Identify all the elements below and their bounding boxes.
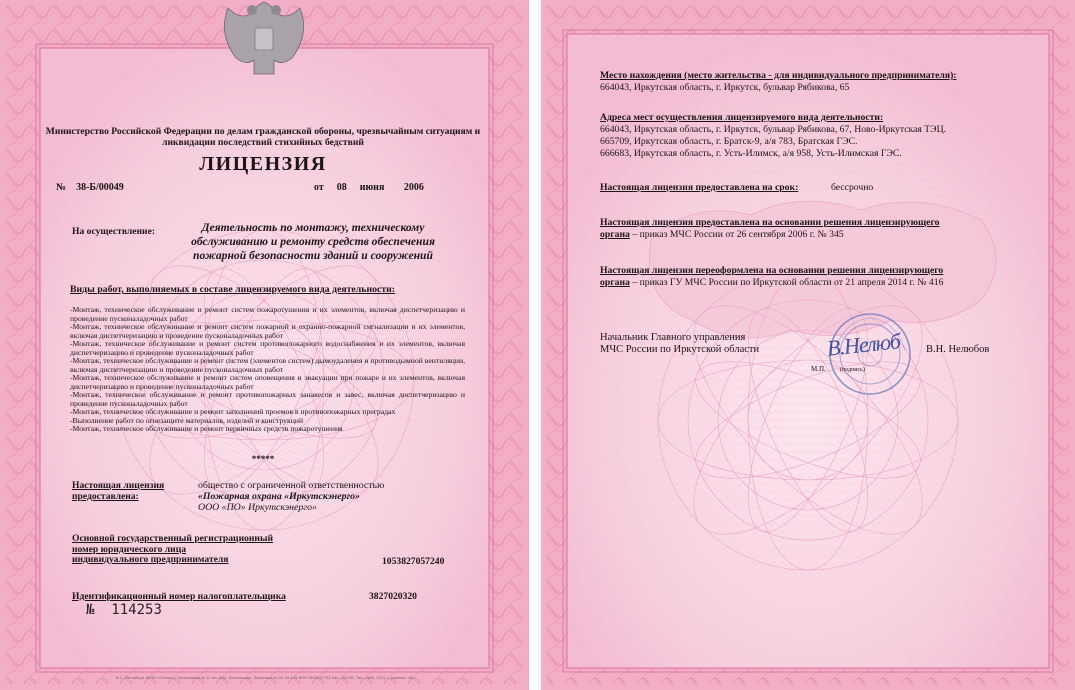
granted-label xyxy=(72,480,164,502)
basis-label: Настоящая лицензия предоставлена на основании решения лицензирующего xyxy=(600,217,940,228)
license-front-content xyxy=(45,56,481,662)
reissue-block xyxy=(600,265,1040,289)
page-title: ЛИЦЕНЗИЯ xyxy=(199,153,327,175)
addresses-heading: Адреса мест осуществления лицензируемого вида деятельности: xyxy=(600,112,884,123)
inn-value: 3827020320 xyxy=(369,591,417,602)
basis-value: – приказ МЧС России от 26 сентября 2006 г. № 345 xyxy=(629,229,844,240)
ministry-name: Министерство Российской Федерации по делам гражданской обороны, чрезвычайным ситуациям и ликвидации последствий стихийных бедствий xyxy=(45,126,481,148)
license-number-value: 38-Б/00049 xyxy=(76,182,124,193)
address-item: 664043, Иркутская область, г. Иркутск, бульвар Рябикова, 67, Ново-Иркутская ТЭЦ. xyxy=(600,124,946,135)
works-list xyxy=(70,306,465,434)
org-full-name: «Пожарная охрана «Иркутскэнерго» xyxy=(198,491,360,502)
reissue-label: Настоящая лицензия переоформлена на основании решения лицензирующего xyxy=(600,265,944,276)
basis-line-2 xyxy=(600,229,1040,241)
reissue-value: – приказ ГУ МЧС России по Иркутской области от 21 апреля 2014 г. № 416 xyxy=(629,277,944,288)
granted-label-line: предоставлена: xyxy=(72,491,139,502)
basis-label-organ: органа xyxy=(600,229,630,240)
license-page-back xyxy=(541,0,1075,690)
reissue-line-2 xyxy=(600,277,1040,289)
signer-title-line: Начальник Главного управления xyxy=(600,332,746,343)
term-label: Настоящая лицензия предоставлена на срок: xyxy=(600,182,799,193)
address-item: 666683, Иркутская область, г. Усть-Илимск, а/я 958, Усть-Илимская ГЭС. xyxy=(600,148,902,159)
printer-footer: Ф.С. Петербург ФГУП «Гознак», Типография № 12 им. М.И. Ломоносова, Лицензия 00-03-09-045 ИНН 7804037744 Зак. 100-06, Тир. 7460, 2012 г. уровень «В» xyxy=(115,676,415,680)
ogrn-label-line: Основной государственный регистрационный xyxy=(72,533,273,544)
date-day: 08 xyxy=(336,182,347,193)
work-item: -Монтаж, техническое обслуживание и ремонт первичных средств пожаротушения xyxy=(70,424,343,433)
granted-label-line: Настоящая лицензия xyxy=(72,480,165,491)
signer-title xyxy=(600,332,759,356)
ogrn-label-line: индивидуального предпринимателя xyxy=(72,554,229,565)
signature-caption: (подпись) xyxy=(840,367,865,373)
ogrn-label-line: номер юридического лица xyxy=(72,543,187,555)
work-item: -Монтаж, техническое обслуживание и ремонт систем противопожарного водоснабжения и их элементов, включая диспетчеризацию и проведение пусконаладочных работ xyxy=(70,339,465,357)
license-number xyxy=(56,182,124,193)
work-item: -Монтаж, техническое обслуживание и ремонт систем (элементов систем) дымоудаления и противодымной вентиляции, включая диспетчеризацию и проведение пусконаладочных работ xyxy=(70,356,465,374)
handwritten-signature: В.Нелюб xyxy=(825,328,901,361)
org-short-name: ООО «ПО» Иркутскэнерго» xyxy=(198,502,317,513)
license-back-content xyxy=(575,40,1045,662)
work-item: -Монтаж, техническое обслуживание и ремонт заполнений проемов в противопожарных преградах xyxy=(70,407,396,416)
work-item: -Монтаж, техническое обслуживание и ремонт систем оповещения и эвакуации при пожаре и их элементов, включая диспетчеризацию и проведение пусконаладочных работ xyxy=(70,373,465,391)
work-item: -Монтаж, техническое обслуживание и ремонт систем пожаротушения и их элементов, включая диспетчеризацию и проведение пусконаладочных работ xyxy=(70,305,465,323)
stamp-caption: М.П. xyxy=(811,365,826,373)
location-heading: Место нахождения (место жительства - для индивидуального предпринимателя): xyxy=(600,70,957,81)
date-year: 2006 xyxy=(403,182,424,193)
license-date xyxy=(314,182,424,193)
date-prefix: от xyxy=(314,182,324,193)
term-value: бессрочно xyxy=(831,182,874,193)
address-item: 665709, Иркутская область, г. Братск-9, а/я 783, Братская ГЭС. xyxy=(600,136,858,147)
basis-block xyxy=(600,217,1040,241)
ogrn-value: 1053827057240 xyxy=(382,556,445,567)
reissue-label-organ: органа xyxy=(600,277,630,288)
work-item: -Монтаж, техническое обслуживание и ремонт систем пожарной и охранно-пожарной сигнализации и их элементов, включая диспетчеризацию и проведение пусконаладочных работ xyxy=(70,322,465,340)
work-item: -Выполнение работ по огнезащите материалов, изделий и конструкций xyxy=(70,415,304,425)
location-value: 664043, Иркутская область, г. Иркутск, бульвар Рябикова, 65 xyxy=(600,82,850,93)
granted-organization xyxy=(198,480,468,513)
serial-sign: № xyxy=(86,602,95,618)
works-heading: Виды работ, выполняемых в составе лицензируемого вида деятельности: xyxy=(70,284,396,295)
org-type: общество с ограниченной ответственностью xyxy=(198,480,385,491)
addresses-list xyxy=(600,124,1040,160)
signer-name: В.Н. Нелюбов xyxy=(926,344,990,355)
signer-title-line: МЧС России по Иркутской области xyxy=(600,344,760,355)
work-item: -Монтаж, техническое обслуживание и ремонт противопожарных занавесов и завес, включая диспетчеризацию и проведение пусконаладочных работ xyxy=(70,390,465,408)
serial-number xyxy=(86,602,162,618)
activity-label: На осуществление: xyxy=(72,226,156,237)
number-sign: № xyxy=(56,182,67,193)
separator-stars: ***** xyxy=(251,454,275,464)
inn-label: Идентификационный номер налогоплательщика xyxy=(72,591,286,602)
date-month: июня xyxy=(359,182,385,193)
license-page-front xyxy=(0,0,529,690)
ogrn-label xyxy=(72,534,273,566)
serial-value: 114253 xyxy=(111,602,162,618)
activity-text: Деятельность по монтажу, техническому обслуживанию и ремонту средств обеспечения пожарной безопасности зданий и сооружений xyxy=(191,221,435,262)
